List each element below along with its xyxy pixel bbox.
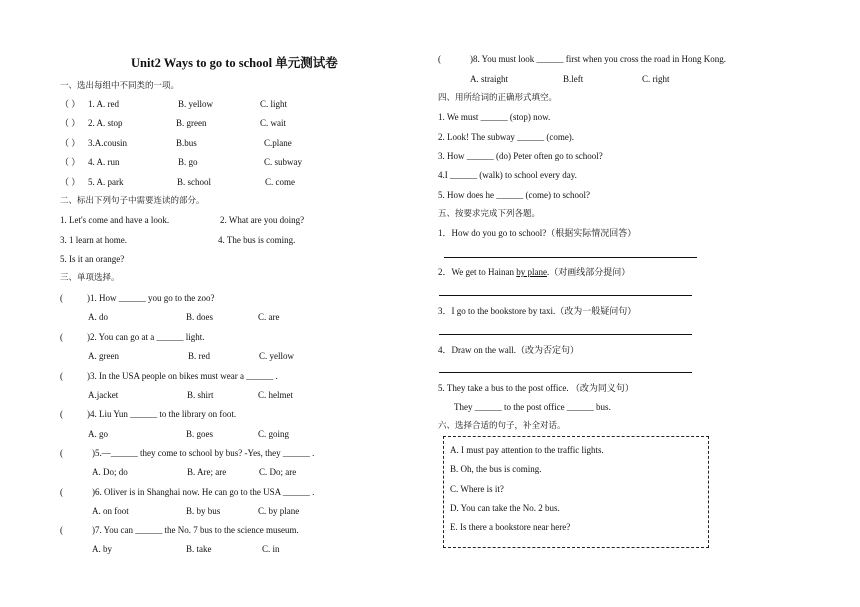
s3-question-5: )5.—______ they come to school by bus? -Yes, they ______ .: [92, 448, 315, 458]
s6-option-d: D. You can take the No. 2 bus.: [450, 503, 560, 513]
s3-q4-option-c: C. going: [258, 429, 290, 439]
s3-bracket-3[interactable]: (: [60, 371, 63, 381]
s3-q5-option-a: A. Do; do: [92, 467, 128, 477]
s3-q7-option-b: B. take: [186, 544, 212, 554]
s3-question-1: )1. How ______ you go to the zoo?: [87, 293, 215, 303]
s5-question-3: 3．I go to the bookstore by taxi.（改为一般疑问句）: [438, 306, 637, 316]
page-title: Unit2 Ways to go to school 单元测试卷: [131, 56, 338, 70]
s1-option-c-2: C. wait: [260, 118, 286, 128]
q8-option-c: C. right: [642, 74, 670, 84]
s3-q3-option-a: A.jacket: [88, 390, 119, 400]
s3-q7-option-a: A. by: [92, 544, 112, 554]
s3-q2-option-a: A. green: [88, 351, 119, 361]
s4-item-4[interactable]: 4.I ______ (walk) to school every day.: [438, 170, 577, 180]
s5-question-5: 5. They take a bus to the post office. （改为同义句）: [438, 383, 634, 393]
s1-option-a-1: 1. A. red: [88, 99, 119, 109]
s6-option-c: C. Where is it?: [450, 484, 504, 494]
section-5-heading: 五、按要求完成下列各题。: [438, 209, 541, 219]
s1-option-c-4: C. subway: [264, 157, 302, 167]
s3-question-6: )6. Oliver is in Shanghai now. He can go to the USA ______ .: [92, 487, 315, 497]
q8-question: )8. You must look ______ first when you cross the road in Hong Kong.: [470, 54, 726, 64]
s6-option-b: B. Oh, the bus is coming.: [450, 464, 542, 474]
section-2-heading: 二、标出下列句子中需要连读的部分。: [60, 196, 205, 206]
s2-item-4: 4. The bus is coming.: [218, 235, 296, 245]
section-1-heading: 一、选出每组中不同类的一项。: [60, 81, 180, 91]
s1-option-b-5: B. school: [177, 177, 212, 187]
s3-bracket-4[interactable]: (: [60, 409, 63, 419]
s3-q6-option-c: C. by plane: [258, 506, 300, 516]
s1-option-a-2: 2. A. stop: [88, 118, 123, 128]
s3-q2-option-b: B. red: [188, 351, 210, 361]
s1-option-c-5: C. come: [265, 177, 295, 187]
s2-item-1: 1. Let's come and have a look.: [60, 215, 170, 225]
s4-item-2[interactable]: 2. Look! The subway ______ (come).: [438, 132, 575, 142]
s3-bracket-5[interactable]: (: [60, 448, 63, 458]
s3-q7-option-c: C. in: [262, 544, 280, 554]
s1-option-b-2: B. green: [176, 118, 207, 128]
s5-question-4: 4．Draw on the wall.（改为否定句）: [438, 345, 579, 355]
s3-q3-option-b: B. shirt: [187, 390, 214, 400]
s5-q5-fill[interactable]: They ______ to the post office ______ bus.: [454, 402, 611, 412]
s1-bracket-3[interactable]: （ ）: [60, 138, 81, 148]
s1-bracket-1[interactable]: （ ）: [60, 99, 81, 109]
s3-q1-option-b: B. does: [186, 312, 213, 322]
s6-option-e: E. Is there a bookstore near here?: [450, 522, 571, 532]
s5-q2-instruction: .（对画线部分提问）: [547, 267, 631, 277]
s3-bracket-1[interactable]: (: [60, 293, 63, 303]
s3-q6-option-a: A. on foot: [92, 506, 129, 516]
s1-option-c-1: C. light: [260, 99, 288, 109]
s6-option-a: A. I must pay attention to the traffic lights.: [450, 445, 604, 455]
q8-option-b: B.left: [563, 74, 584, 84]
s2-item-3: 3. 1 learn at home.: [60, 235, 127, 245]
s4-item-1[interactable]: 1. We must ______ (stop) now.: [438, 112, 551, 122]
s3-q3-option-c: C. helmet: [258, 390, 293, 400]
s3-q5-option-b: B. Are; are: [187, 467, 227, 477]
s1-option-c-3: C.plane: [264, 138, 292, 148]
section-6-heading: 六、选择合适的句子，补全对话。: [438, 421, 566, 431]
s3-question-4: )4. Liu Yun ______ to the library on foot.: [87, 409, 237, 419]
s3-bracket-6[interactable]: (: [60, 487, 63, 497]
s3-question-7: )7. You can ______ the No. 7 bus to the science museum.: [92, 525, 299, 535]
s1-option-a-3: 3.A.cousin: [88, 138, 127, 148]
s5-answer-line-2[interactable]: [439, 295, 692, 296]
s3-q5-option-c: C. Do; are: [259, 467, 297, 477]
s5-q2-underlined: by plane: [516, 267, 548, 277]
s1-option-a-4: 4. A. run: [88, 157, 120, 167]
s3-q4-option-b: B. goes: [186, 429, 213, 439]
s1-bracket-4[interactable]: （ ）: [60, 157, 81, 167]
s3-question-3: )3. In the USA people on bikes must wear a ______ .: [87, 371, 278, 381]
s3-q4-option-a: A. go: [88, 429, 108, 439]
section-3-heading: 三、单项选择。: [60, 273, 120, 283]
s5-answer-line-1[interactable]: [444, 257, 697, 258]
s3-q6-option-b: B. by bus: [186, 506, 221, 516]
section-4-heading: 四、用所给词的正确形式填空。: [438, 93, 558, 103]
s2-item-5: 5. Is it an orange?: [60, 254, 125, 264]
s1-option-b-3: B.bus: [176, 138, 197, 148]
s5-answer-line-3[interactable]: [439, 334, 692, 335]
s5-question-2: [438, 266, 630, 278]
s3-q2-option-c: C. yellow: [259, 351, 294, 361]
s4-item-3[interactable]: 3. How ______ (do) Peter often go to school?: [438, 151, 603, 161]
s1-option-b-4: B. go: [178, 157, 198, 167]
s5-q2-text: 2．We get to Hainan: [438, 267, 517, 277]
s3-question-2: )2. You can go at a ______ light.: [87, 332, 205, 342]
s3-q1-option-a: A. do: [88, 312, 108, 322]
s4-item-5[interactable]: 5. How does he ______ (come) to school?: [438, 190, 590, 200]
s1-bracket-2[interactable]: （ ）: [60, 118, 81, 128]
s3-bracket-7[interactable]: (: [60, 525, 63, 535]
s1-option-a-5: 5. A. park: [88, 177, 124, 187]
s5-answer-line-4[interactable]: [439, 372, 692, 373]
s5-question-1: 1．How do you go to school?（根据实际情况回答）: [438, 228, 637, 238]
q8-option-a: A. straight: [470, 74, 508, 84]
q8-bracket[interactable]: (: [438, 54, 441, 64]
s1-bracket-5[interactable]: （ ）: [60, 177, 81, 187]
s2-item-2: 2. What are you doing?: [220, 215, 305, 225]
s1-option-b-1: B. yellow: [178, 99, 213, 109]
s3-q1-option-c: C. are: [258, 312, 280, 322]
s3-bracket-2[interactable]: (: [60, 332, 63, 342]
